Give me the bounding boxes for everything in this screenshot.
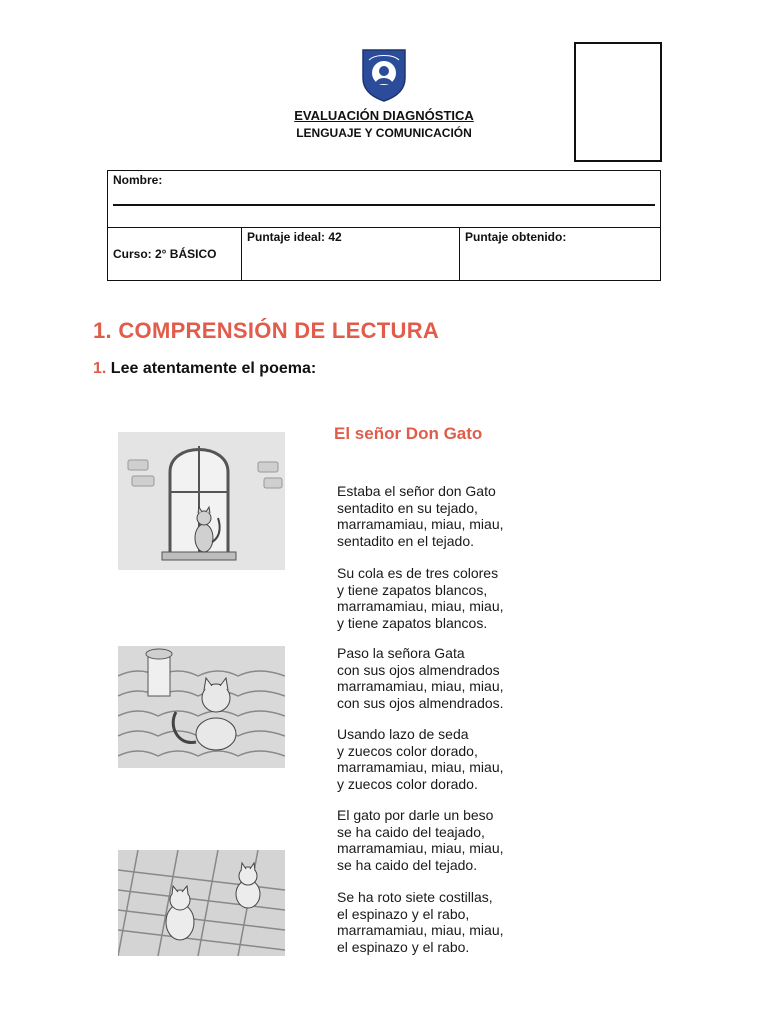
poem-line: y tiene zapatos blancos.: [337, 614, 488, 631]
puntaje-obtenido-label: Puntaje obtenido:: [465, 230, 567, 244]
poem-line: El gato por darle un beso: [337, 807, 494, 823]
poem-line: con sus ojos almendrados: [337, 661, 500, 678]
document-title: EVALUACIÓN DIAGNÓSTICA: [294, 108, 474, 123]
puntaje-ideal-cell: [242, 228, 460, 281]
poem-line: y zuecos color dorado.: [337, 775, 478, 792]
poem-line: marramamiau, miau, miau,: [337, 840, 504, 857]
poem-line: Paso la señora Gata: [337, 645, 465, 661]
instruction: [93, 360, 316, 378]
illustration-cat-window: [118, 432, 285, 570]
puntaje-obtenido-cell[interactable]: [460, 228, 661, 281]
puntaje-ideal-label: Puntaje ideal: 42: [247, 230, 342, 244]
document-subtitle: LENGUAJE Y COMUNICACIÓN: [296, 126, 472, 140]
poem-stanza: [337, 807, 504, 873]
illustration-two-cats: [118, 850, 285, 956]
instruction-text: Lee atentamente el poema:: [110, 360, 317, 377]
name-label: Nombre:: [113, 173, 163, 187]
poem-stanza: [337, 645, 504, 711]
poem-line: marramamiau, miau, miau,: [337, 759, 504, 776]
poem-line: marramamiau, miau, miau,: [337, 678, 504, 695]
poem-line: Su cola es de tres colores: [337, 565, 499, 581]
poem-line: el espinazo y el rabo,: [337, 905, 470, 922]
score-stamp-box: [574, 42, 662, 162]
illustration-cat-roof: [118, 646, 285, 768]
poem-line: sentadito en el tejado.: [337, 532, 474, 549]
poem-line: se ha caido del tejado.: [337, 856, 478, 873]
poem-line: se ha caido del teajado,: [337, 823, 485, 840]
section-heading: 1. COMPRENSIÓN DE LECTURA: [93, 318, 440, 343]
curso-label: Curso: 2° BÁSICO: [113, 247, 217, 261]
name-write-line[interactable]: [113, 204, 655, 206]
poem-stanza: [337, 726, 504, 792]
poem-stanza: [337, 889, 504, 955]
poem-line: Estaba el señor don Gato: [337, 483, 496, 499]
student-info-table: [107, 170, 661, 281]
instruction-number: 1.: [93, 360, 107, 377]
poem-line: con sus ojos almendrados.: [337, 694, 504, 711]
curso-cell: [108, 228, 242, 281]
school-logo: [361, 48, 407, 102]
poem-line: marramamiau, miau, miau,: [337, 516, 504, 533]
poem-line: y zuecos color dorado,: [337, 742, 478, 759]
poem-line: Se ha roto siete costillas,: [337, 889, 493, 905]
poem-line: marramamiau, miau, miau,: [337, 922, 504, 939]
poem-line: y tiene zapatos blancos,: [337, 581, 488, 598]
poem-stanza: [337, 565, 504, 631]
poem-title: El señor Don Gato: [334, 424, 483, 443]
poem-line: sentadito en su tejado,: [337, 499, 478, 516]
poem-line: Usando lazo de seda: [337, 726, 469, 742]
poem-line: marramamiau, miau, miau,: [337, 598, 504, 615]
poem-line: el espinazo y el rabo.: [337, 938, 470, 955]
name-cell: [108, 171, 661, 228]
poem-stanza: [337, 483, 504, 549]
